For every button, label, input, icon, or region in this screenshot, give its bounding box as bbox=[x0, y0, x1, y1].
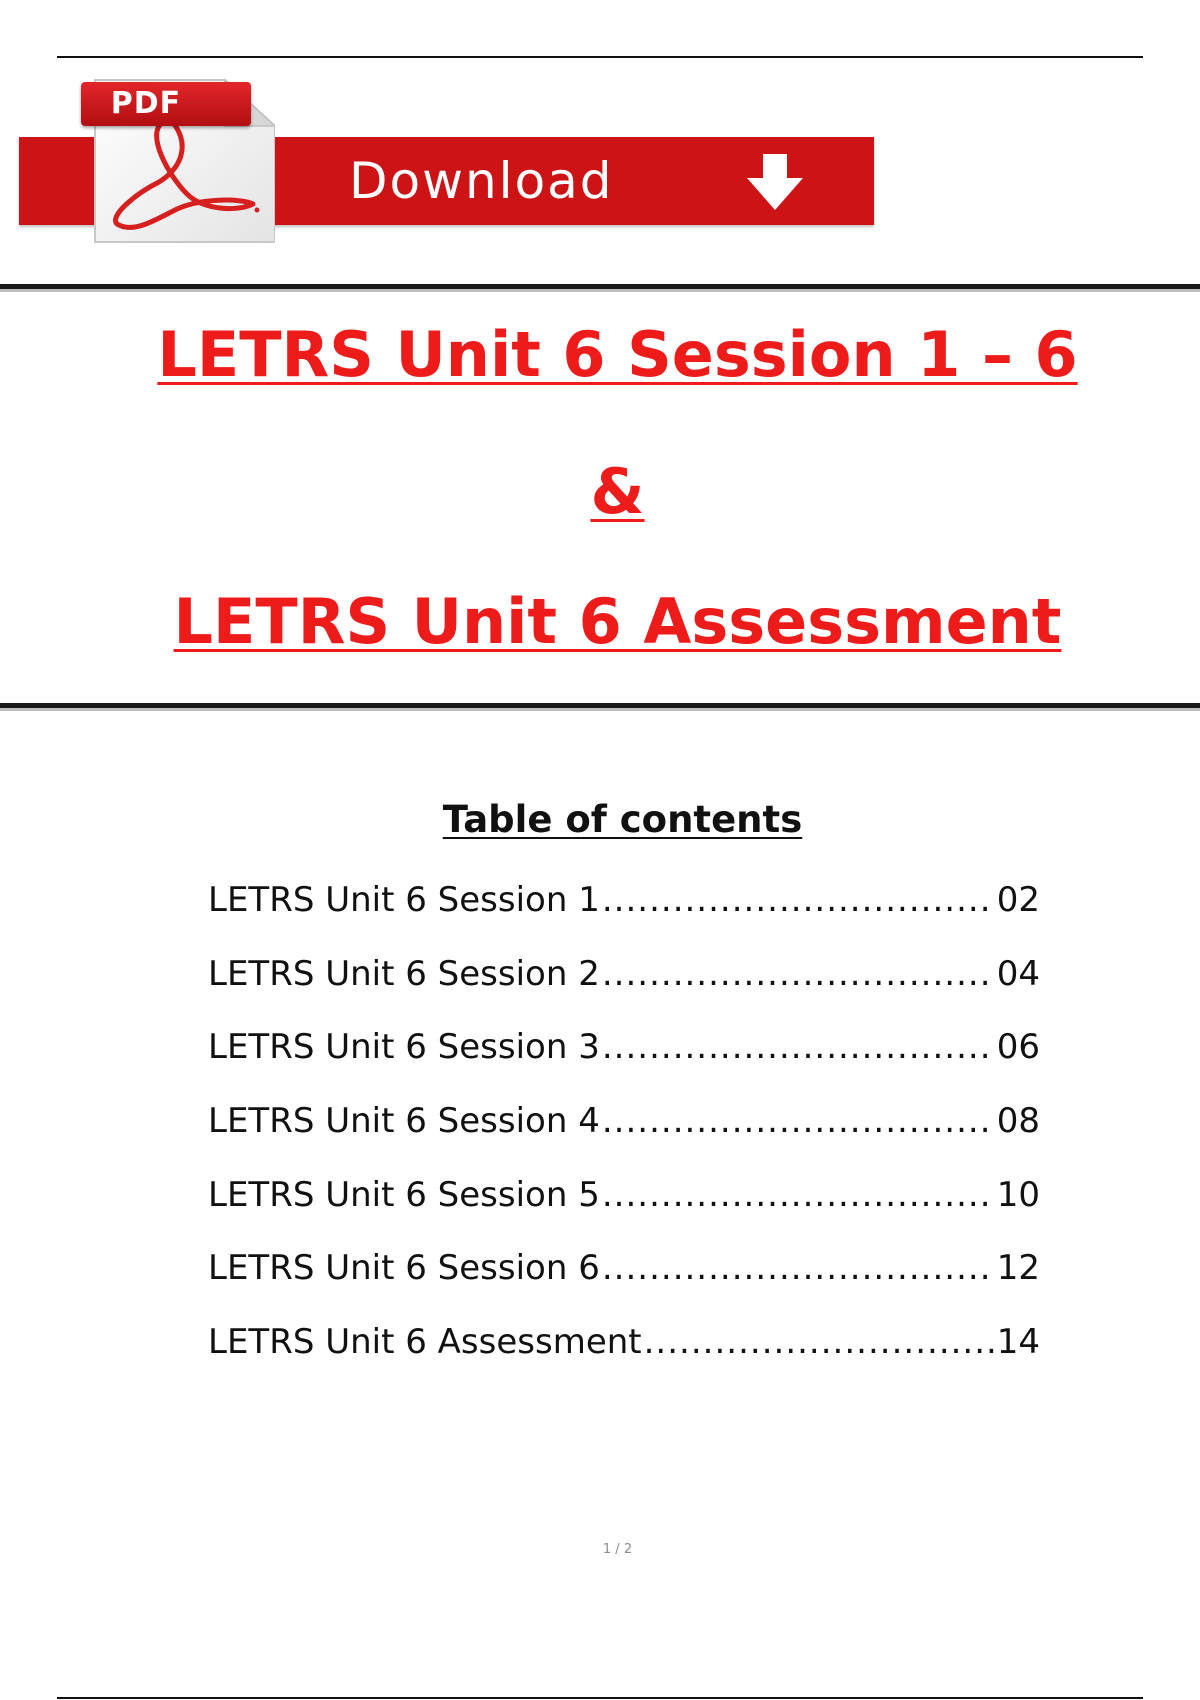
toc-entry-label[interactable]: LETRS Unit 6 Session 4 bbox=[208, 1101, 600, 1142]
pdf-tag bbox=[81, 82, 251, 126]
toc-dot-leader bbox=[602, 880, 995, 920]
toc-entry-label[interactable]: LETRS Unit 6 Session 6 bbox=[208, 1248, 600, 1289]
title-top-rule bbox=[0, 284, 1200, 289]
download-label[interactable]: Download bbox=[349, 152, 614, 210]
toc-entry[interactable] bbox=[208, 880, 1040, 954]
toc-entry-label[interactable]: LETRS Unit 6 Assessment bbox=[208, 1322, 642, 1363]
toc-heading: Table of contents bbox=[442, 798, 803, 841]
toc-entry-label[interactable]: LETRS Unit 6 Session 5 bbox=[208, 1174, 600, 1215]
toc-dot-leader bbox=[602, 1027, 995, 1067]
document-title-ampersand: & bbox=[590, 455, 645, 528]
toc-dot-leader bbox=[602, 1175, 995, 1215]
toc-dot-leader bbox=[602, 954, 995, 994]
table-of-contents bbox=[208, 880, 1040, 1396]
toc-dot-leader bbox=[644, 1322, 995, 1362]
toc-entry[interactable] bbox=[208, 1175, 1040, 1249]
toc-entry-label[interactable]: LETRS Unit 6 Session 1 bbox=[208, 880, 600, 920]
document-title-line-2: LETRS Unit 6 Assessment bbox=[173, 585, 1062, 658]
toc-entry-page[interactable]: 08 bbox=[996, 1101, 1040, 1142]
toc-entry-page[interactable]: 06 bbox=[996, 1027, 1040, 1068]
page-indicator: 1 / 2 bbox=[602, 1542, 633, 1557]
document-title-line-1: LETRS Unit 6 Session 1 – 6 bbox=[157, 318, 1078, 391]
toc-entry-page[interactable]: 14 bbox=[996, 1322, 1040, 1363]
toc-entry[interactable] bbox=[208, 1027, 1040, 1101]
toc-entry[interactable] bbox=[208, 1248, 1040, 1322]
toc-dot-leader bbox=[602, 1248, 995, 1288]
toc-entry-label[interactable]: LETRS Unit 6 Session 3 bbox=[208, 1027, 600, 1068]
toc-entry-page[interactable]: 04 bbox=[996, 953, 1040, 994]
top-rule bbox=[57, 56, 1143, 58]
toc-entry-page[interactable]: 10 bbox=[996, 1174, 1040, 1215]
toc-entry-page[interactable]: 02 bbox=[996, 880, 1040, 920]
pdf-document-icon bbox=[75, 74, 275, 244]
toc-entry-page[interactable]: 12 bbox=[996, 1248, 1040, 1289]
toc-dot-leader bbox=[602, 1101, 995, 1141]
pdf-download-banner[interactable] bbox=[19, 74, 874, 246]
toc-entry[interactable] bbox=[208, 1101, 1040, 1175]
pdf-tag-label: PDF bbox=[110, 86, 182, 121]
title-bottom-rule bbox=[0, 703, 1200, 708]
toc-entry-label[interactable]: LETRS Unit 6 Session 2 bbox=[208, 953, 600, 994]
download-arrow-icon[interactable] bbox=[743, 152, 807, 212]
toc-entry[interactable] bbox=[208, 1322, 1040, 1396]
toc-entry[interactable] bbox=[208, 954, 1040, 1028]
bottom-rule bbox=[57, 1697, 1143, 1699]
